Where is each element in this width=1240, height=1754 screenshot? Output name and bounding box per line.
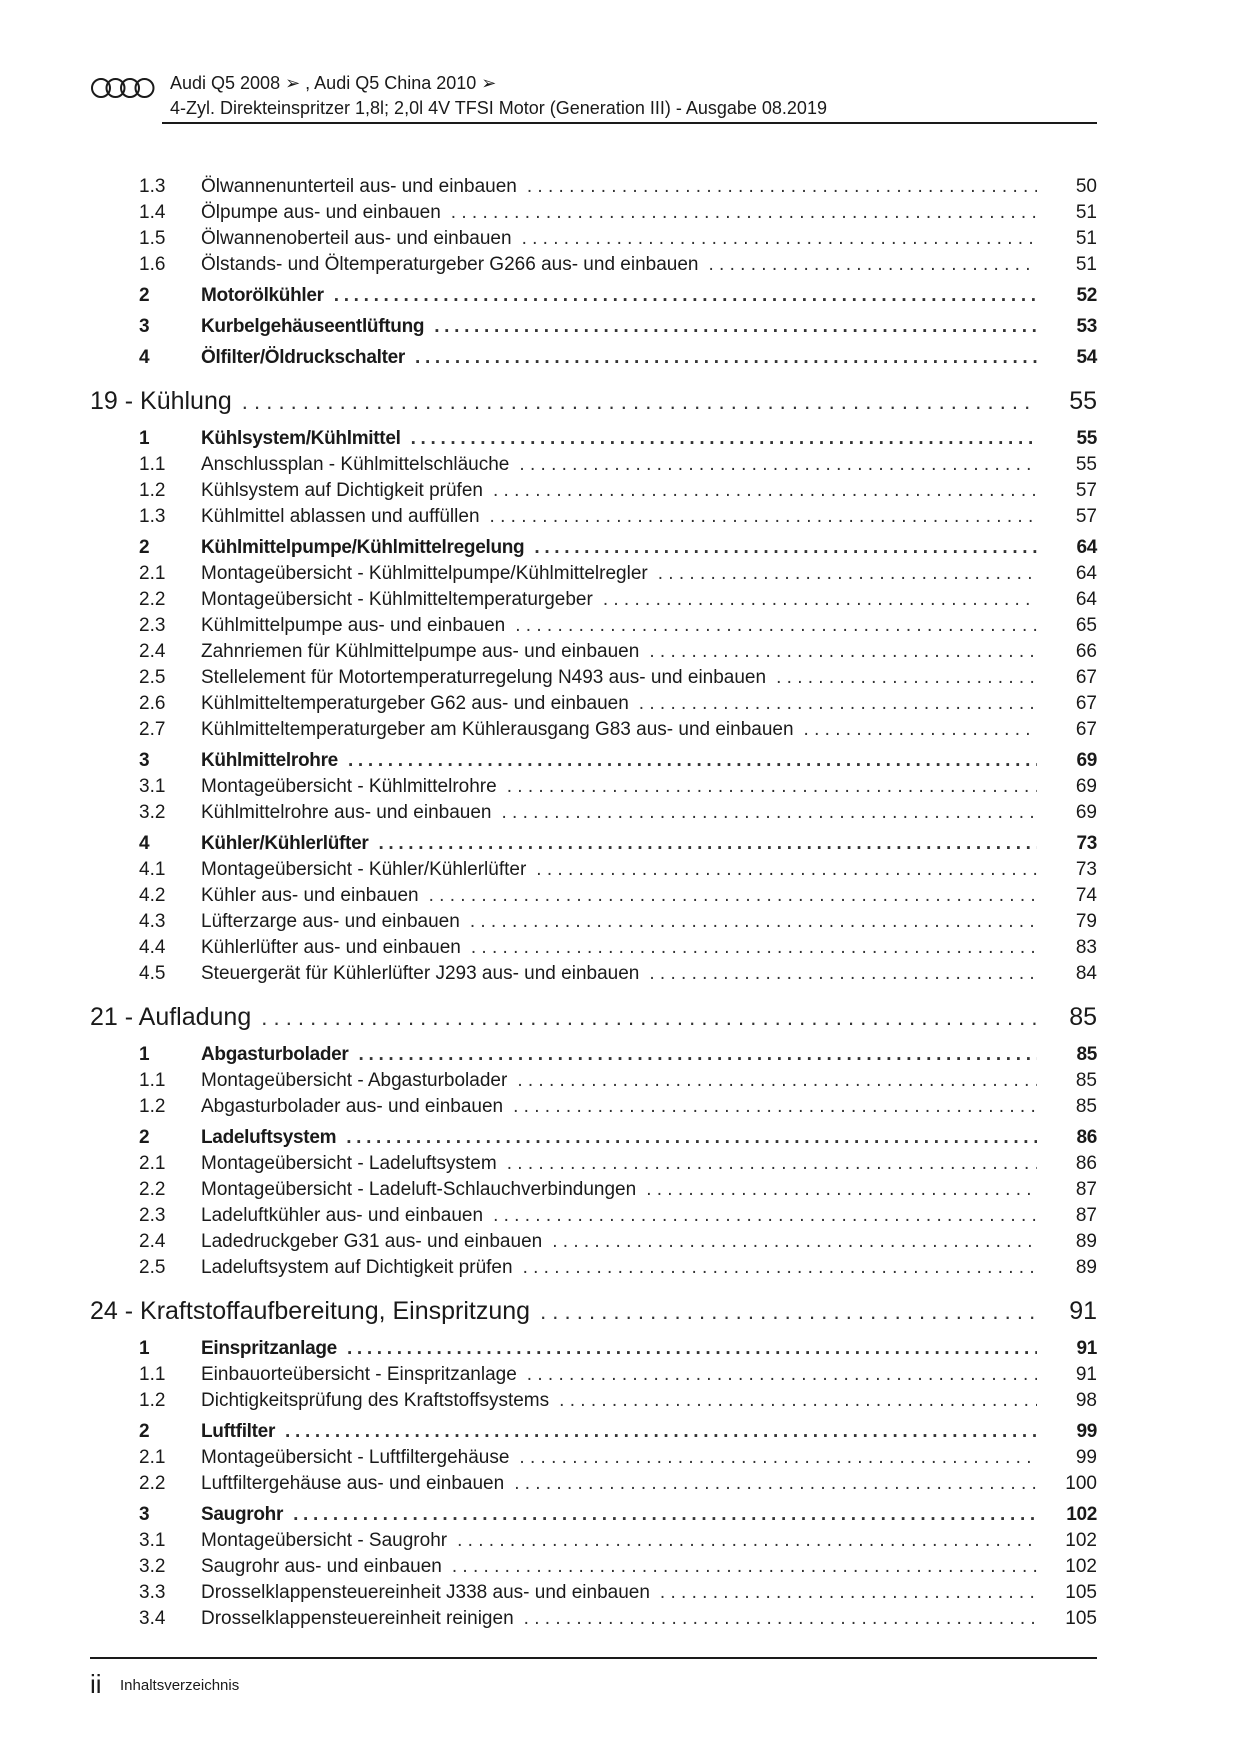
toc-entry-title: Saugrohr aus- und einbauen — [201, 1556, 442, 1577]
toc-entry-number: 2.2 — [139, 589, 166, 610]
toc-entry-page: 67 — [1075, 719, 1097, 740]
toc-entry-page: 57 — [1075, 480, 1097, 501]
toc-entry-number: 3.3 — [139, 1582, 166, 1603]
toc-entry-number: 1.2 — [139, 1096, 166, 1117]
toc-entry-number: 1.4 — [139, 202, 166, 223]
toc-entry-title: Kühlmitteltemperaturgeber am Kühlerausgang G83 aus- und einbauen — [201, 719, 794, 740]
toc-section[interactable] — [90, 428, 1097, 454]
footer-divider — [90, 1657, 1097, 1659]
toc-subsection[interactable] — [90, 1364, 1097, 1390]
toc-entry-page: 91 — [1076, 1338, 1097, 1359]
dot-leader — [514, 1473, 1037, 1495]
toc-entry-page: 51 — [1075, 228, 1097, 249]
toc-section[interactable] — [90, 285, 1097, 311]
dot-leader — [658, 563, 1037, 585]
toc-entry-number: 3.2 — [139, 802, 166, 823]
toc-entry-page: 87 — [1075, 1205, 1097, 1226]
dot-leader — [519, 1447, 1037, 1469]
toc-entry-page: 102 — [1065, 1556, 1097, 1577]
toc-chapter[interactable] — [90, 387, 1097, 423]
toc-entry-title: Ladedruckgeber G31 aus- und einbauen — [201, 1231, 543, 1252]
dot-leader — [527, 176, 1037, 198]
toc-entry-number: 3.2 — [139, 1556, 166, 1577]
dot-leader — [536, 859, 1037, 881]
toc-entry-page: 67 — [1075, 667, 1097, 688]
toc-entry-page: 91 — [1069, 1297, 1097, 1325]
toc-subsection[interactable] — [90, 802, 1097, 828]
toc-entry-number: 4.1 — [139, 859, 166, 880]
dot-leader — [415, 347, 1037, 369]
toc-entry-title: Kühlmitteltemperaturgeber G62 aus- und einbauen — [201, 693, 629, 714]
toc-entry-page: 98 — [1075, 1390, 1097, 1411]
toc-entry-title: Ölwannenunterteil aus- und einbauen — [201, 176, 517, 197]
header-vehicle-line: Audi Q5 2008 ➢ , Audi Q5 China 2010 ➢ — [170, 73, 497, 93]
dot-leader — [507, 776, 1037, 798]
toc-entry-page: 50 — [1075, 176, 1097, 197]
toc-entry-number: 1.3 — [139, 176, 166, 197]
toc-entry-title: Ölfilter/Öldruckschalter — [201, 347, 405, 368]
toc-entry-page: 102 — [1066, 1504, 1097, 1525]
toc-section[interactable] — [90, 1044, 1097, 1070]
toc-entry-page: 55 — [1076, 428, 1097, 449]
dot-leader — [429, 885, 1037, 907]
toc-entry-number: 2.5 — [139, 1257, 166, 1278]
toc-entry-number: 4.3 — [139, 911, 166, 932]
toc-entry-number: 4.2 — [139, 885, 166, 906]
dot-leader — [524, 1608, 1037, 1630]
toc-entry-title: Steuergerät für Kühlerlüfter J293 aus- und einbauen — [201, 963, 640, 984]
dot-leader — [649, 641, 1037, 663]
toc-entry-number: 4 — [139, 347, 150, 368]
toc-subsection[interactable] — [90, 1205, 1097, 1231]
dot-leader — [457, 1530, 1037, 1552]
toc-entry-number: 2.3 — [139, 615, 166, 636]
toc-entry-page: 102 — [1065, 1530, 1097, 1551]
dot-leader — [649, 963, 1037, 985]
toc-entry-title: Montageübersicht - Kühlmitteltemperaturgeber — [201, 589, 593, 610]
toc-entry-page: 57 — [1075, 506, 1097, 527]
toc-entry-title: Kühlsystem auf Dichtigkeit prüfen — [201, 480, 483, 501]
toc-entry-number: 1.5 — [139, 228, 166, 249]
toc-entry-page: 84 — [1075, 963, 1097, 984]
toc-section[interactable] — [90, 1504, 1097, 1530]
toc-entry-title: Ladeluftsystem — [201, 1127, 337, 1148]
toc-subsection[interactable] — [90, 1473, 1097, 1499]
dot-leader — [334, 285, 1037, 307]
dot-leader — [519, 454, 1037, 476]
toc-entry-title: Zahnriemen für Kühlmittelpumpe aus- und einbauen — [201, 641, 640, 662]
toc-subsection[interactable] — [90, 563, 1097, 589]
dot-leader — [285, 1421, 1037, 1443]
toc-entry-number: 1.1 — [139, 1364, 166, 1385]
toc-entry-title: 19 - Kühlung — [90, 387, 232, 415]
toc-entry-number: 2.3 — [139, 1205, 166, 1226]
toc-entry-page: 99 — [1076, 1421, 1097, 1442]
dot-leader — [517, 1070, 1037, 1092]
toc-entry-title: Montageübersicht - Kühlmittelpumpe/Kühlmittelregler — [201, 563, 648, 584]
toc-entry-number: 1.6 — [139, 254, 166, 275]
toc-entry-title: 24 - Kraftstoffaufbereitung, Einspritzung — [90, 1297, 531, 1325]
toc-entry-number: 2.2 — [139, 1473, 166, 1494]
toc-section[interactable] — [90, 1338, 1097, 1364]
toc-subsection[interactable] — [90, 1582, 1097, 1608]
toc-entry-page: 89 — [1075, 1257, 1097, 1278]
toc-entry-title: Montageübersicht - Ladeluft-Schlauchverbindungen — [201, 1179, 637, 1200]
toc-entry-page: 87 — [1075, 1179, 1097, 1200]
toc-entry-number: 2.1 — [139, 1153, 166, 1174]
toc-entry-title: Motorölkühler — [201, 285, 324, 306]
dot-leader — [346, 1127, 1037, 1149]
toc-entry-page: 79 — [1075, 911, 1097, 932]
dot-leader — [347, 1338, 1037, 1360]
footer-page-number: ii — [90, 1669, 102, 1699]
toc-chapter[interactable] — [90, 1003, 1097, 1039]
dot-leader — [513, 1096, 1037, 1118]
toc-entry-page: 105 — [1065, 1582, 1097, 1603]
toc-entry-page: 73 — [1075, 859, 1097, 880]
toc-entry-page: 100 — [1065, 1473, 1097, 1494]
toc-subsection[interactable] — [90, 963, 1097, 989]
dot-leader — [603, 589, 1037, 611]
toc-section[interactable] — [90, 316, 1097, 342]
toc-entry-title: Kühlmittelpumpe aus- und einbauen — [201, 615, 506, 636]
toc-entry-title: Kühlsystem/Kühlmittel — [201, 428, 401, 449]
audi-rings-logo — [90, 76, 156, 100]
toc-entry-title: Kühlmittel ablassen und auffüllen — [201, 506, 480, 527]
toc-entry-number: 3 — [139, 750, 150, 771]
toc-entry-number: 1 — [139, 1044, 150, 1065]
toc-entry-number: 4.4 — [139, 937, 166, 958]
dot-leader — [452, 1556, 1037, 1578]
toc-entry-number: 4 — [139, 833, 150, 854]
toc-entry-page: 89 — [1075, 1231, 1097, 1252]
toc-entry-title: Einbauorteübersicht - Einspritzanlage — [201, 1364, 517, 1385]
toc-entry-number: 1.2 — [139, 1390, 166, 1411]
toc-subsection[interactable] — [90, 1070, 1097, 1096]
toc-subsection[interactable] — [90, 1556, 1097, 1582]
toc-entry-page: 66 — [1075, 641, 1097, 662]
toc-entry-page: 86 — [1075, 1153, 1097, 1174]
dot-leader — [507, 1153, 1037, 1175]
toc-entry-title: Abgasturbolader — [201, 1044, 349, 1065]
dot-leader — [493, 480, 1037, 502]
toc-entry-number: 3.4 — [139, 1608, 166, 1629]
dot-leader — [540, 1299, 1037, 1325]
toc-subsection[interactable] — [90, 454, 1097, 480]
toc-entry-number: 1.1 — [139, 454, 166, 475]
toc-subsection[interactable] — [90, 1231, 1097, 1257]
toc-entry-number: 3 — [139, 1504, 150, 1525]
toc-entry-page: 55 — [1069, 387, 1097, 415]
dot-leader — [527, 1364, 1037, 1386]
dot-leader — [451, 202, 1037, 224]
toc-subsection[interactable] — [90, 667, 1097, 693]
toc-subsection[interactable] — [90, 693, 1097, 719]
toc-entry-number: 2.2 — [139, 1179, 166, 1200]
toc-entry-page: 52 — [1076, 285, 1097, 306]
toc-entry-number: 2 — [139, 1127, 150, 1148]
dot-leader — [501, 802, 1037, 824]
toc-entry-number: 1.1 — [139, 1070, 166, 1091]
toc-subsection[interactable] — [90, 1153, 1097, 1179]
toc-entry-title: Anschlussplan - Kühlmittelschläuche — [201, 454, 510, 475]
toc-entry-title: Stellelement für Motortemperaturregelung N493 aus- und einbauen — [201, 667, 767, 688]
toc-entry-title: Kühler aus- und einbauen — [201, 885, 419, 906]
dot-leader — [471, 937, 1037, 959]
toc-entry-number: 2.1 — [139, 1447, 166, 1468]
toc-subsection[interactable] — [90, 911, 1097, 937]
toc-subsection[interactable] — [90, 1179, 1097, 1205]
dot-leader — [242, 389, 1037, 415]
dot-leader — [411, 428, 1037, 450]
toc-section[interactable] — [90, 833, 1097, 859]
toc-entry-title: Kühlmittelpumpe/Kühlmittelregelung — [201, 537, 525, 558]
toc-subsection[interactable] — [90, 641, 1097, 667]
header-divider — [162, 122, 1097, 124]
toc-entry-title: Kühler/Kühlerlüfter — [201, 833, 369, 854]
toc-subsection[interactable] — [90, 1608, 1097, 1634]
footer-section-label: Inhaltsverzeichnis — [120, 1677, 240, 1694]
toc-entry-page: 69 — [1076, 750, 1097, 771]
toc-entry-title: Kurbelgehäuseentlüftung — [201, 316, 425, 337]
toc-entry-title: Ölwannenoberteil aus- und einbauen — [201, 228, 512, 249]
toc-entry-number: 2.4 — [139, 1231, 166, 1252]
toc-subsection[interactable] — [90, 589, 1097, 615]
toc-entry-title: Ölstands- und Öltemperaturgeber G266 aus- und einbauen — [201, 254, 699, 275]
toc-entry-number: 2.7 — [139, 719, 166, 740]
dot-leader — [660, 1582, 1037, 1604]
dot-leader — [523, 1257, 1037, 1279]
toc-entry-title: Kühlmittelrohre — [201, 750, 338, 771]
dot-leader — [293, 1504, 1037, 1526]
toc-entry-title: Montageübersicht - Abgasturbolader — [201, 1070, 508, 1091]
dot-leader — [646, 1179, 1037, 1201]
toc-subsection[interactable] — [90, 202, 1097, 228]
toc-entry-page: 69 — [1075, 776, 1097, 797]
toc-entry-number: 2 — [139, 285, 150, 306]
toc-entry-title: Ölpumpe aus- und einbauen — [201, 202, 441, 223]
toc-entry-page: 85 — [1069, 1003, 1097, 1031]
toc-entry-number: 1 — [139, 428, 150, 449]
dot-leader — [470, 911, 1037, 933]
toc-entry-number: 2.1 — [139, 563, 166, 584]
toc-entry-page: 83 — [1075, 937, 1097, 958]
toc-entry-page: 85 — [1075, 1096, 1097, 1117]
toc-entry-title: Drosselklappensteuereinheit reinigen — [201, 1608, 514, 1629]
dot-leader — [261, 1005, 1037, 1031]
toc-entry-number: 3.1 — [139, 1530, 166, 1551]
dot-leader — [434, 316, 1037, 338]
toc-subsection[interactable] — [90, 859, 1097, 885]
dot-leader — [776, 667, 1037, 689]
toc-subsection[interactable] — [90, 937, 1097, 963]
toc-entry-page: 65 — [1075, 615, 1097, 636]
toc-entry-title: Montageübersicht - Luftfiltergehäuse — [201, 1447, 510, 1468]
toc-subsection[interactable] — [90, 776, 1097, 802]
dot-leader — [559, 1390, 1037, 1412]
toc-entry-title: Ladeluftkühler aus- und einbauen — [201, 1205, 484, 1226]
toc-entry-title: Kühlerlüfter aus- und einbauen — [201, 937, 461, 958]
toc-entry-page: 86 — [1076, 1127, 1097, 1148]
toc-subsection[interactable] — [90, 228, 1097, 254]
toc-entry-page: 69 — [1075, 802, 1097, 823]
toc-entry-number: 2.6 — [139, 693, 166, 714]
dot-leader — [490, 506, 1037, 528]
toc-entry-title: Luftfiltergehäuse aus- und einbauen — [201, 1473, 505, 1494]
toc-subsection[interactable] — [90, 1257, 1097, 1283]
toc-subsection[interactable] — [90, 719, 1097, 745]
header-engine-line: 4-Zyl. Direkteinspritzer 1,8l; 2,0l 4V TFSI Motor (Generation III) - Ausgabe 08.2019 — [170, 98, 827, 118]
toc-entry-page: 55 — [1075, 454, 1097, 475]
toc-entry-page: 67 — [1075, 693, 1097, 714]
toc-entry-title: 21 - Aufladung — [90, 1003, 252, 1031]
toc-entry-number: 3 — [139, 316, 150, 337]
toc-entry-page: 85 — [1076, 1044, 1097, 1065]
toc-entry-title: Saugrohr — [201, 1504, 284, 1525]
toc-entry-number: 2.4 — [139, 641, 166, 662]
dot-leader — [708, 254, 1037, 276]
toc-entry-title: Montageübersicht - Ladeluftsystem — [201, 1153, 497, 1174]
toc-entry-page: 105 — [1065, 1608, 1097, 1629]
toc-entry-title: Kühlmittelrohre aus- und einbauen — [201, 802, 492, 823]
toc-subsection[interactable] — [90, 1096, 1097, 1122]
toc-entry-page: 51 — [1075, 254, 1097, 275]
dot-leader — [515, 615, 1037, 637]
toc-entry-page: 54 — [1076, 347, 1097, 368]
toc-entry-page: 74 — [1075, 885, 1097, 906]
toc-entry-title: Drosselklappensteuereinheit J338 aus- und einbauen — [201, 1582, 650, 1603]
toc-entry-number: 1.3 — [139, 506, 166, 527]
toc-entry-title: Ladeluftsystem auf Dichtigkeit prüfen — [201, 1257, 513, 1278]
toc-entry-title: Dichtigkeitsprüfung des Kraftstoffsystems — [201, 1390, 550, 1411]
toc-entry-number: 3.1 — [139, 776, 166, 797]
toc-subsection[interactable] — [90, 254, 1097, 280]
toc-entry-page: 73 — [1076, 833, 1097, 854]
toc-subsection[interactable] — [90, 885, 1097, 911]
toc-entry-page: 85 — [1075, 1070, 1097, 1091]
dot-leader — [552, 1231, 1037, 1253]
toc-entry-title: Abgasturbolader aus- und einbauen — [201, 1096, 504, 1117]
toc-entry-title: Montageübersicht - Saugrohr — [201, 1530, 448, 1551]
toc-subsection[interactable] — [90, 176, 1097, 202]
toc-entry-number: 4.5 — [139, 963, 166, 984]
toc-entry-page: 64 — [1076, 537, 1097, 558]
toc-subsection[interactable] — [90, 1530, 1097, 1556]
toc-subsection[interactable] — [90, 615, 1097, 641]
dot-leader — [639, 693, 1037, 715]
table-of-contents — [90, 176, 1097, 1634]
toc-section[interactable] — [90, 1127, 1097, 1153]
toc-subsection[interactable] — [90, 480, 1097, 506]
toc-chapter[interactable] — [90, 1297, 1097, 1333]
dot-leader — [804, 719, 1037, 741]
dot-leader — [359, 1044, 1037, 1066]
toc-section[interactable] — [90, 750, 1097, 776]
toc-section[interactable] — [90, 537, 1097, 563]
toc-entry-title: Luftfilter — [201, 1421, 276, 1442]
toc-section[interactable] — [90, 1421, 1097, 1447]
toc-entry-page: 53 — [1076, 316, 1097, 337]
toc-entry-page: 99 — [1075, 1447, 1097, 1468]
dot-leader — [493, 1205, 1037, 1227]
dot-leader — [522, 228, 1037, 250]
toc-entry-page: 64 — [1075, 589, 1097, 610]
toc-section[interactable] — [90, 347, 1097, 373]
dot-leader — [378, 833, 1037, 855]
toc-entry-title: Montageübersicht - Kühler/Kühlerlüfter — [201, 859, 527, 880]
toc-entry-page: 51 — [1075, 202, 1097, 223]
toc-entry-page: 64 — [1075, 563, 1097, 584]
toc-entry-number: 2 — [139, 1421, 150, 1442]
toc-entry-number: 2.5 — [139, 667, 166, 688]
toc-subsection[interactable] — [90, 1447, 1097, 1473]
toc-entry-title: Montageübersicht - Kühlmittelrohre — [201, 776, 497, 797]
toc-entry-title: Lüfterzarge aus- und einbauen — [201, 911, 460, 932]
toc-entry-number: 1 — [139, 1338, 150, 1359]
toc-entry-number: 2 — [139, 537, 150, 558]
toc-entry-title: Einspritzanlage — [201, 1338, 337, 1359]
toc-entry-number: 1.2 — [139, 480, 166, 501]
toc-subsection[interactable] — [90, 1390, 1097, 1416]
toc-entry-page: 91 — [1075, 1364, 1097, 1385]
toc-subsection[interactable] — [90, 506, 1097, 532]
dot-leader — [534, 537, 1037, 559]
dot-leader — [348, 750, 1037, 772]
